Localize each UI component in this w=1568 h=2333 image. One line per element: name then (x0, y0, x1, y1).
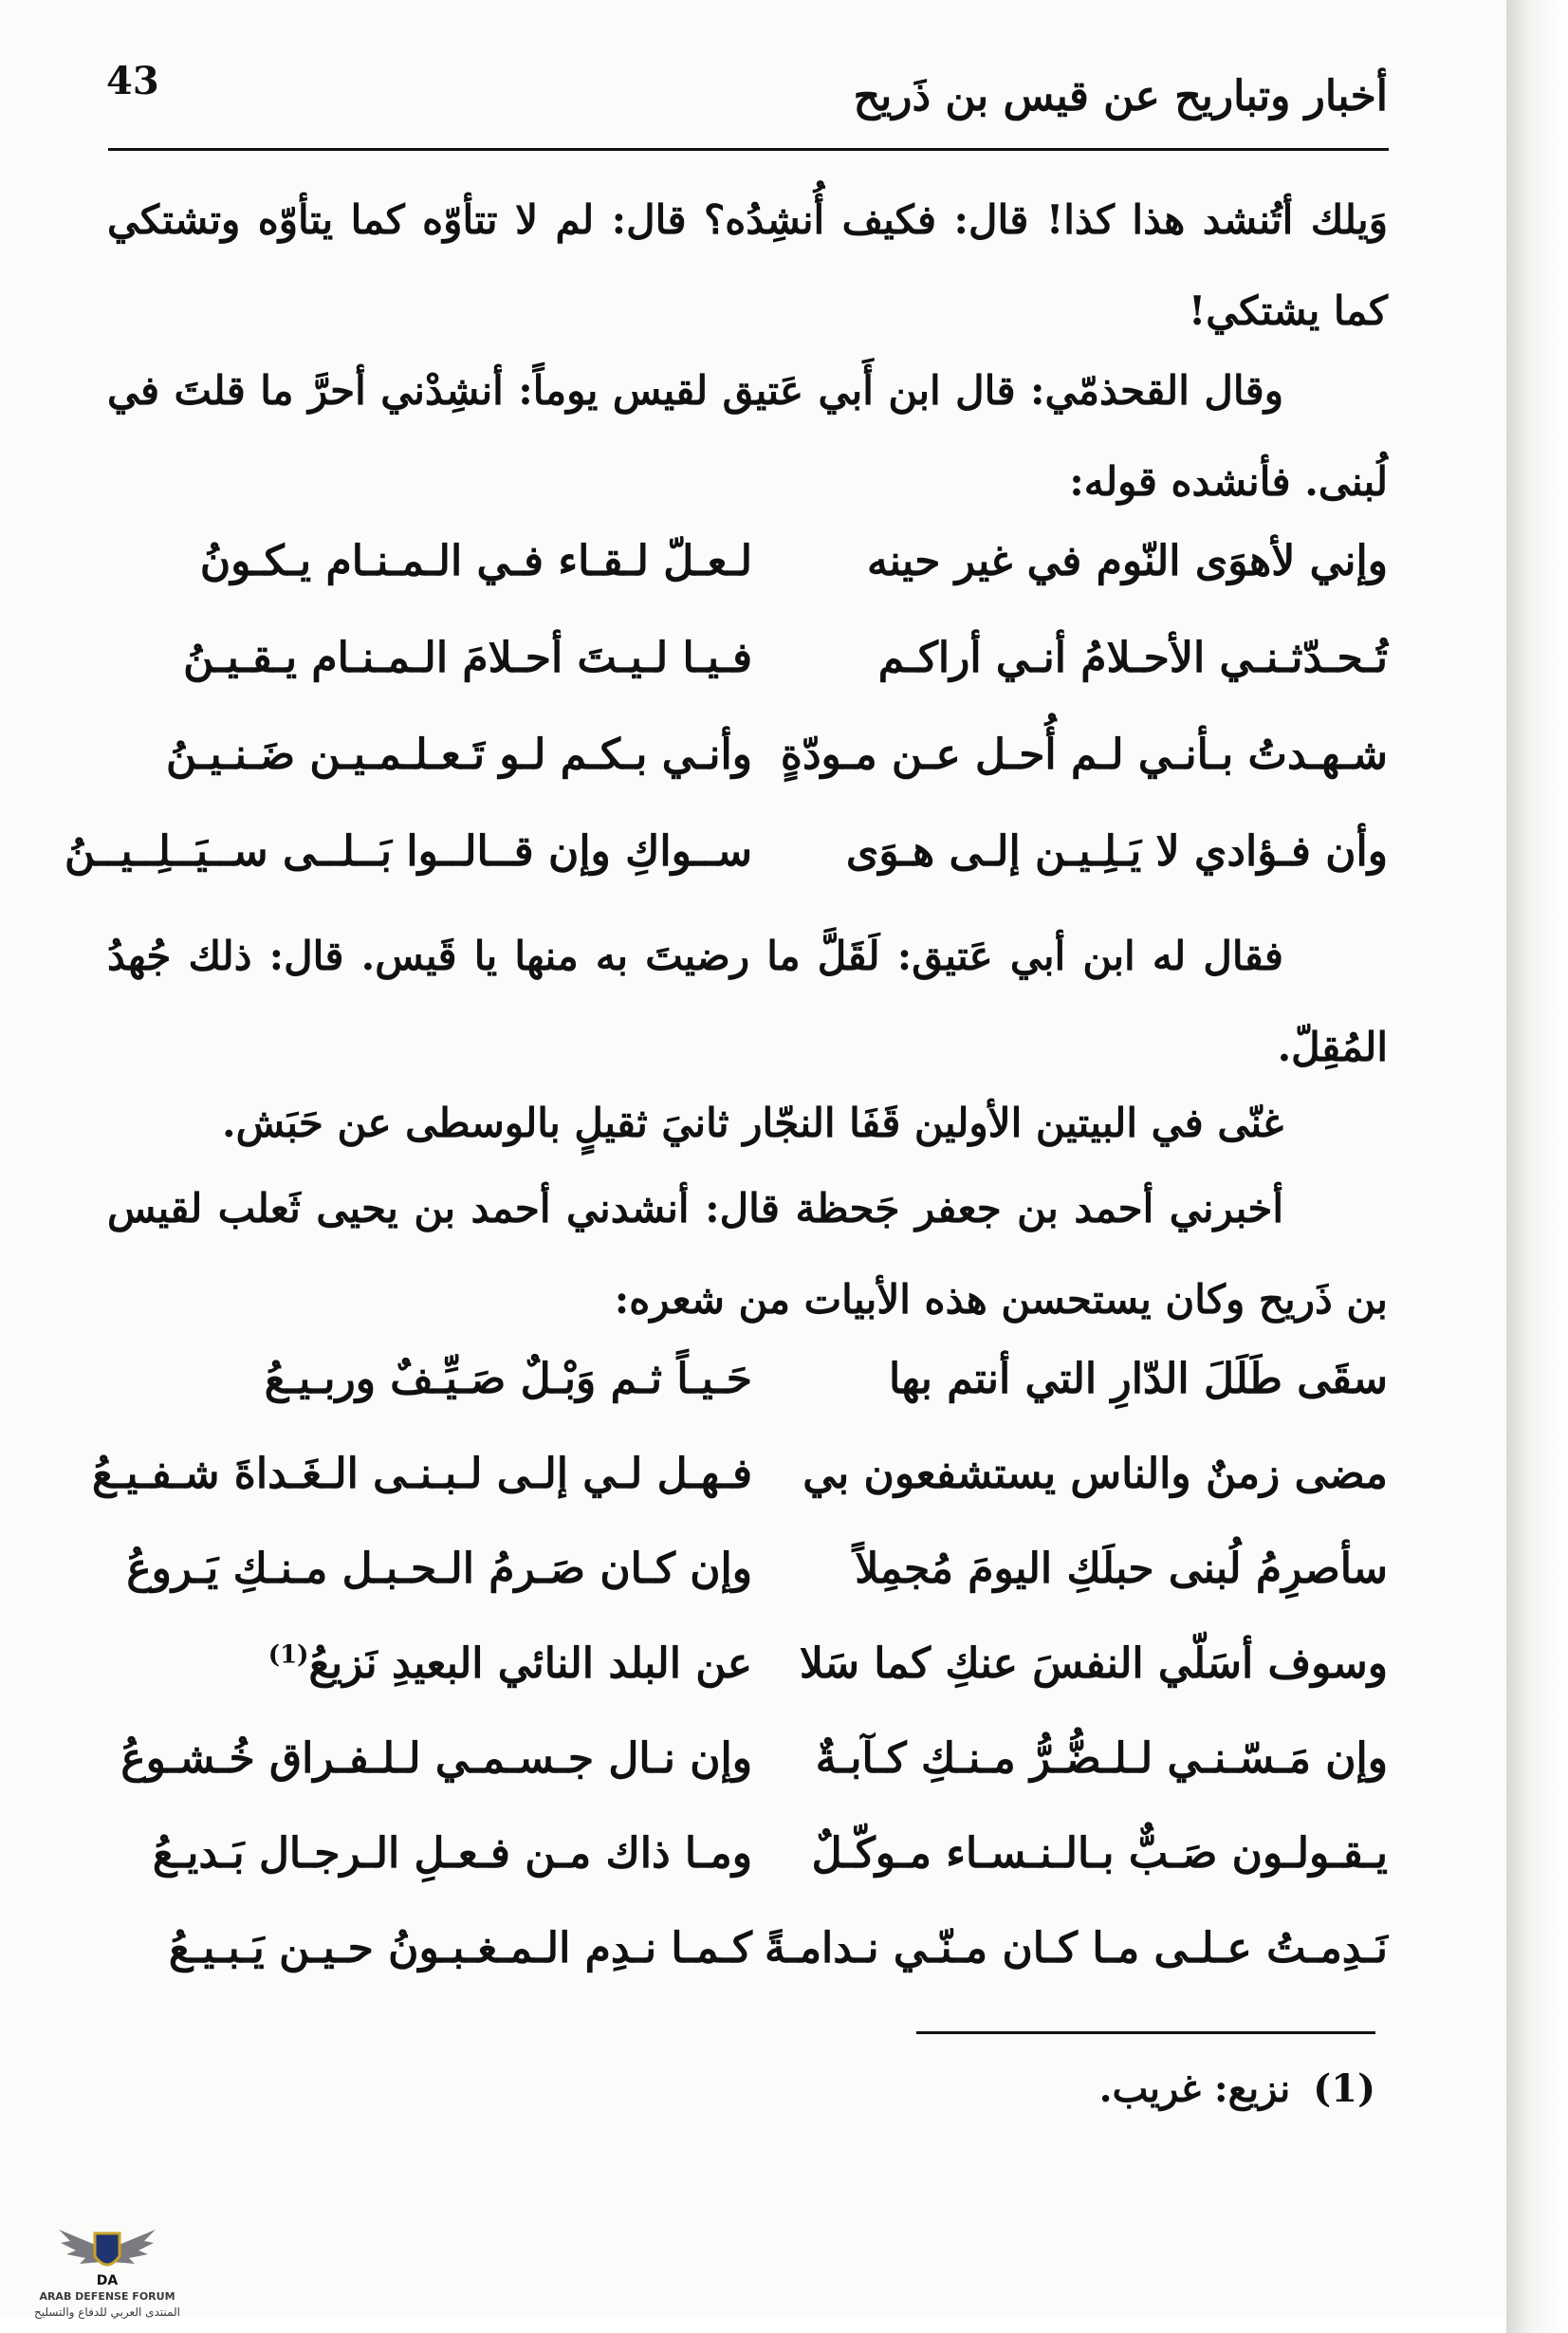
page-binding-shadow (1506, 0, 1568, 2333)
watermark-mark: DA (96, 2273, 119, 2288)
footnote-rule (916, 2031, 1375, 2034)
hemistich-first: شـهـدتُ بـأنـي لـم أُحـل عـن مـودّةٍ (780, 731, 1388, 779)
watermark-english: ARAB DEFENSE FORUM (39, 2290, 175, 2303)
verse-line (107, 1545, 1388, 1620)
hemistich-first: وإني لأهوَى النّوم في غير حينه (867, 537, 1388, 585)
hemistich-second: وإن كـان صَـرمُ الـحـبـل مـنـكِ يَـروعُ (126, 1545, 752, 1593)
footnote-number: (1) (1313, 2066, 1375, 2111)
hemistich-second: ســواكِ وإن قــالــوا بَــلــى ســيَــلِــيــنُ (65, 827, 752, 876)
hemistich-first: وإن مَـسّـنـي لـلـضُّـرُّ مـنـكِ كـآبـةٌ (815, 1734, 1388, 1783)
hemistich-second: لـعـلّ لـقـاء فـي الـمـنـام يـكـونُ (199, 537, 752, 585)
paragraph: فقال له ابن أبي عَتيق: لَقَلَّ ما رضيتَ به منها يا قَيس. قال: ذلك جُهدُ المُقِلّ. (107, 933, 1388, 1070)
verse-line (107, 731, 1388, 806)
verse-line (92, 1450, 1388, 1526)
verse-line (107, 1355, 1388, 1431)
header-rule (108, 148, 1389, 151)
hemistich-second: فـهـل لـي إلـى لـبـنـى الـغَـداةَ شـفـيـعُ (92, 1450, 752, 1498)
hemistich-second: وإن نـال جـسـمـي لـلـفـراق خُـشـوعُ (120, 1734, 752, 1783)
paragraph: وَيلك أتُنشد هذا كذا! قال: فكيف أُنشِدُه؟ قال: لم لا تتأوّه كما يتأوّه وتشتكي كما يشتكي! (107, 196, 1388, 334)
verse-line (107, 537, 1388, 613)
hemistich-first: وأن فـؤادي لا يَـلِـيـن إلـى هـوَى (845, 827, 1388, 876)
hemistich-second: كـمـا نـدِم الـمـغـبـونُ حـيـن يَـبـيـعُ (168, 1924, 752, 1972)
hemistich-first: وسوف أسَلّي النفسَ عنكِ كما سَلا (799, 1639, 1388, 1688)
hemistich-first: نَـدِمـتُ عـلـى مـا كـان مـنّـي نـدامـةً (765, 1924, 1388, 1972)
paragraph: أخبرني أحمد بن جعفر جَحظة قال: أنشدني أحمد بن يحيى ثَعلب لقيس بن ذَريح وكان يستحسن هذه الأبيات من شعره: (107, 1185, 1388, 1323)
verse-line (107, 1924, 1388, 2000)
verse-line (107, 634, 1388, 710)
footnote-marker: (1) (267, 1640, 309, 1670)
hemistich-second (107, 1639, 752, 1688)
hemistich-second: فـيـا لـيـتَ أحـلامَ الـمـنـام يـقـيـنُ (183, 634, 752, 682)
forum-watermark-logo (27, 2222, 188, 2328)
verse-line (107, 1829, 1388, 1905)
running-title: أخبار وتباريح عن قيس بن ذَريح (853, 72, 1388, 120)
footnote-text: نزيع: غريب. (1098, 2066, 1291, 2111)
hemistich-text: عن البلد النائي البعيدِ نَزيعُ (308, 1639, 752, 1688)
hemistich-first: يـقـولـون صَـبٌّ بـالـنـسـاء مـوكّـلٌ (811, 1829, 1388, 1878)
verse-line (107, 1734, 1388, 1810)
hemistich-second: وأنـي بـكـم لـو تَـعـلـمـيـن ضَـنـيـنُ (166, 731, 752, 779)
hemistich-first: سقَى طَلَلَ الدّارِ التي أنتم بها (888, 1355, 1388, 1403)
paragraph: غنّى في البيتين الأولين قَفَا النجّار ثانيَ ثقيلٍ بالوسطى عن حَبَش. (222, 1100, 1283, 1146)
verse-line (107, 1639, 1388, 1715)
hemistich-second: ومـا ذاك مـن فـعـلِ الـرجـال بَـديـعُ (152, 1829, 752, 1878)
paragraph: وقال القحذمّي: قال ابن أَبي عَتيق لقيس يوماً: أنشِدْني أحرَّ ما قلتَ في لُبنى. فأنشده قوله: (107, 367, 1388, 505)
page-number: 43 (106, 59, 159, 103)
watermark-arabic: المنتدى العربي للدفاع والتسليح (34, 2305, 180, 2319)
footnote (1099, 2066, 1375, 2111)
verse-line (65, 827, 1388, 903)
winged-shield-icon (57, 2222, 157, 2288)
hemistich-first: مضى زمنٌ والناس يستشفعون بي (802, 1450, 1388, 1498)
shield-icon (95, 2233, 120, 2265)
hemistich-second: حَـيـاً ثـم وَبْـلٌ صَـيِّـفٌ وربـيـعُ (264, 1355, 752, 1403)
hemistich-first: سأصرِمُ لُبنى حبلَكِ اليومَ مُجمِلاً (855, 1545, 1388, 1593)
hemistich-first: تُـحـدّثـنـي الأحـلامُ أنـي أراكـم (877, 634, 1388, 682)
